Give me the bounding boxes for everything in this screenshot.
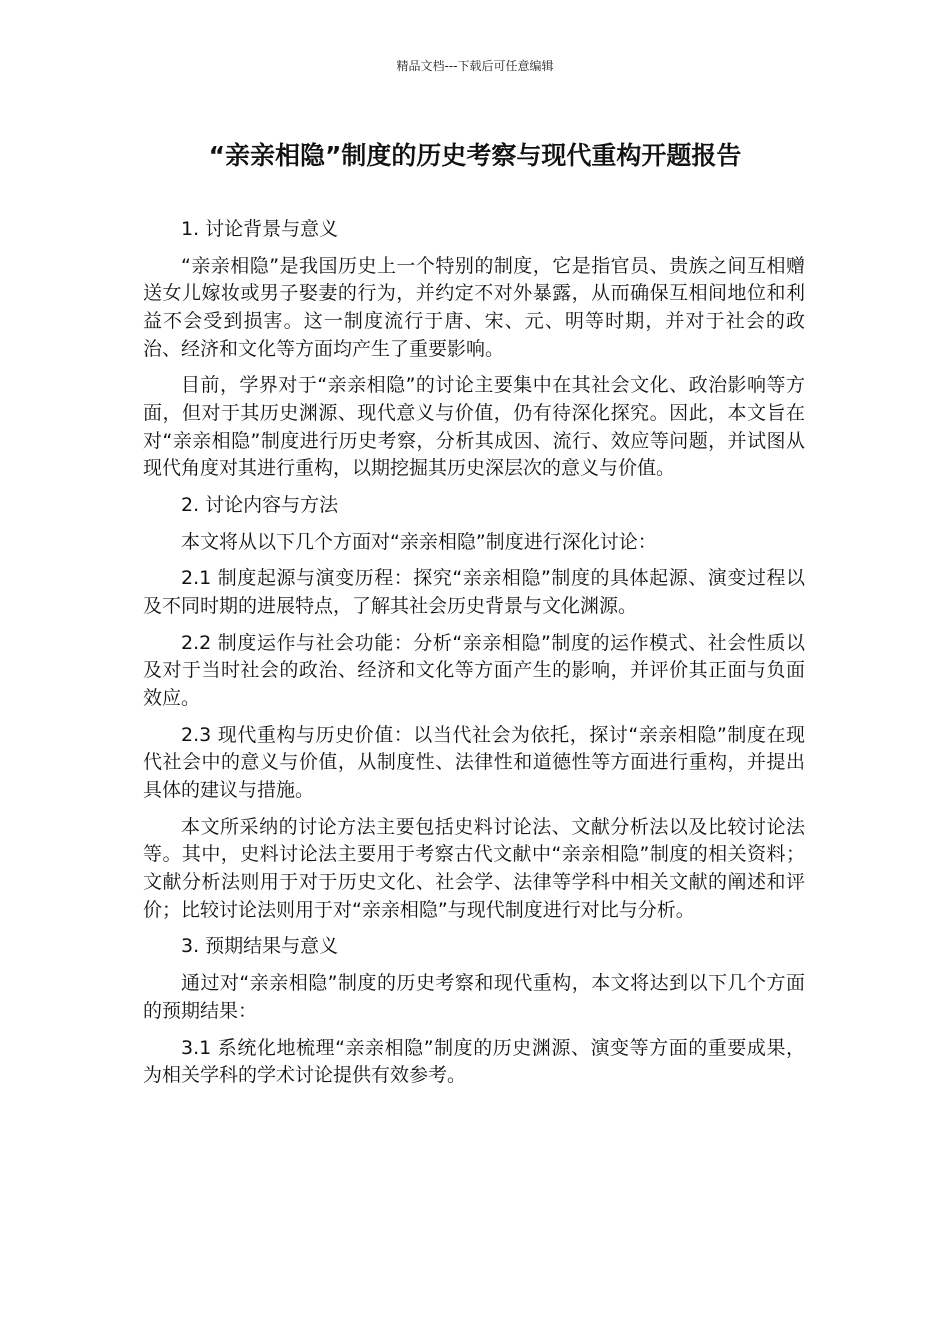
paragraph-research-status: 目前，学界对于“亲亲相隐”的讨论主要集中在其社会文化、政治影响等方面，但对于其历史渊源、现代意义与价值，仍有待深化探究。因此，本文旨在对“亲亲相隐”制度进行历史考察，分析其成因、流行、效应等问题，并试图从现代角度对其进行重构，以期挖掘其历史深层次的意义与价值。 — [143, 374, 805, 480]
section-heading-content-method: 2. 讨论内容与方法 — [181, 493, 339, 516]
paragraph-item-2-2: 2.2 制度运作与社会功能：分析“亲亲相隐”制度的运作模式、社会性质以及对于当时社会的政治、经济和文化等方面产生的影响，并评价其正面与负面效应。 — [143, 631, 805, 710]
paragraph-content-intro: 本文将从以下几个方面对“亲亲相隐”制度进行深化讨论： — [181, 530, 657, 553]
section-heading-expected-results: 3. 预期结果与意义 — [181, 935, 339, 958]
paragraph-methods: 本文所采纳的讨论方法主要包括史料讨论法、文献分析法以及比较讨论法等。其中，史料讨论法主要用于考察古代文献中“亲亲相隐”制度的相关资料；文献分析法则用于对于历史文化、社会学、法律等学科中相关文献的阐述和评价；比较讨论法则用于对“亲亲相隐”与现代制度进行对比与分析。 — [143, 815, 805, 921]
paragraph-item-3-1: 3.1 系统化地梳理“亲亲相隐”制度的历史渊源、演变等方面的重要成果，为相关学科的学术讨论提供有效参考。 — [143, 1036, 805, 1087]
paragraph-definition: “亲亲相隐”是我国历史上一个特别的制度，它是指官员、贵族之间互相赠送女儿嫁妆或男子娶妻的行为，并约定不对外暴露，从而确保互相间地位和利益不会受到损害。这一制度流行于唐、宋、元、明等时期，并对于社会的政治、经济和文化等方面均产生了重要影响。 — [143, 254, 805, 360]
section-heading-background: 1. 讨论背景与意义 — [181, 218, 339, 240]
document-body — [143, 216, 805, 1099]
paragraph-results-intro: 通过对“亲亲相隐”制度的历史考察和现代重构，本文将达到以下几个方面的预期结果： — [143, 972, 805, 1022]
document-title: “亲亲相隐”制度的历史考察与现代重构开题报告 — [208, 141, 742, 170]
paragraph-item-2-1: 2.1 制度起源与演变历程：探究“亲亲相隐”制度的具体起源、演变过程以及不同时期的进展特点，了解其社会历史背景与文化渊源。 — [143, 567, 805, 618]
paragraph-item-2-3: 2.3 现代重构与历史价值：以当代社会为依托，探讨“亲亲相隐”制度在现代社会中的意义与价值，从制度性、法律性和道德性等方面进行重构，并提出具体的建议与措施。 — [143, 723, 805, 801]
header-note: 精品文档---下载后可任意编辑 — [396, 59, 554, 73]
